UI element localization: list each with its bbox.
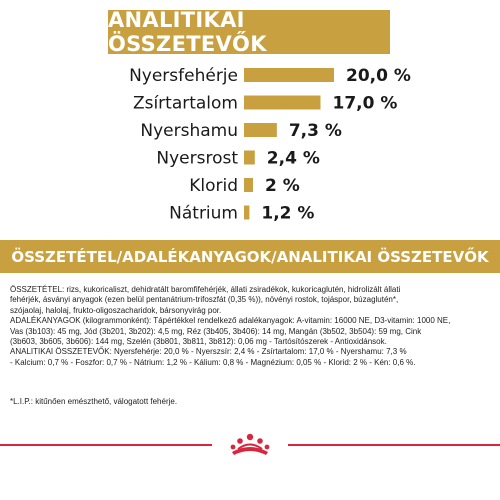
value-label: 1,2 % xyxy=(261,203,315,224)
value-label: 7,3 % xyxy=(288,121,342,141)
analytical-header-title: ANALITIKAI ÖSSZETEVŐK xyxy=(108,8,267,56)
category-label: Nyersrost xyxy=(156,148,238,169)
value-label: 2 % xyxy=(265,176,300,196)
composition-line: ÖSSZETÉTEL: rizs, kukoricaliszt, dehidratált baromfifehérjék, állati zsiradékok, kukoricaglutén, hidrolizált állati xyxy=(10,285,401,294)
analytical-line: - Kalcium: 0,7 % - Foszfor: 0,7 % - Nátrium: 1,2 % - Kálium: 0,8 % - Magnézium: 0,05 % - Klorid: 2 % - Kén: 0,6 %. xyxy=(10,357,416,367)
royal-canin-crown-icon xyxy=(229,430,271,456)
composition-line: fehérjék, ásványi anyagok (ezen belül pentanátrium-trifoszfát (0,35 %)), növényi rostok, tojáspor, búzaglutén*, xyxy=(10,295,399,305)
bar xyxy=(244,96,321,110)
category-label: Nyersfehérje xyxy=(129,66,238,86)
composition-header-title: ÖSSZETÉTEL/ADALÉKANYAGOK/ANALITIKAI ÖSSZETEVŐK xyxy=(11,247,489,266)
analytical-line: ANALITIKAI ÖSSZETEVŐK: Nyersfehérje: 20,0 % - Nyerszsír: 2,4 % - Zsírtartalom: 17,0 % - Nyershamu: 7,3 % xyxy=(10,347,407,357)
lip-footnote: *L.I.P.: kitűnően emészthető, válogatott fehérje. xyxy=(10,397,178,406)
value-label: 17,0 % xyxy=(332,93,398,114)
additives-line: ADALÉKANYAGOK (kilogrammonként): Tápértékkel rendelkező adalékanyagok: A-vitamin: 16000 NE, D3-vitamin: 1000 NE, xyxy=(10,316,451,326)
category-label: Klorid xyxy=(189,176,238,196)
composition-text xyxy=(10,285,490,368)
bar xyxy=(244,178,253,192)
bar xyxy=(244,206,249,220)
bar xyxy=(244,123,277,137)
category-label: Nátrium xyxy=(169,203,238,224)
composition-line: szójaolaj, halolaj, frukto-oligoszacharidok, bársonyvirág por. xyxy=(10,305,222,315)
category-label: Zsírtartalom xyxy=(132,93,238,114)
composition-header-banner xyxy=(0,240,500,273)
additives-line: (3b603, 3b605, 3b606): 144 mg, Szelén (3b801, 3b811, 3b812): 0,06 mg - Tartósítószerek - Antioxidánsok. xyxy=(10,337,387,347)
category-label: Nyershamu xyxy=(140,121,238,141)
value-label: 2,4 % xyxy=(266,148,320,169)
footer-line-left xyxy=(0,444,212,446)
footer-line-right xyxy=(288,444,500,446)
additives-line: Vas (3b103): 45 mg, Jód (3b201, 3b202): 4,5 mg, Réz (3b405, 3b406): 14 mg, Mangán (3b502, 3b504): 59 mg, Cink xyxy=(10,326,422,336)
bar xyxy=(244,151,255,165)
bar xyxy=(244,68,334,82)
analytical-bar-chart xyxy=(0,55,500,235)
value-label: 20,0 % xyxy=(346,66,411,86)
analytical-header-banner xyxy=(108,10,390,54)
